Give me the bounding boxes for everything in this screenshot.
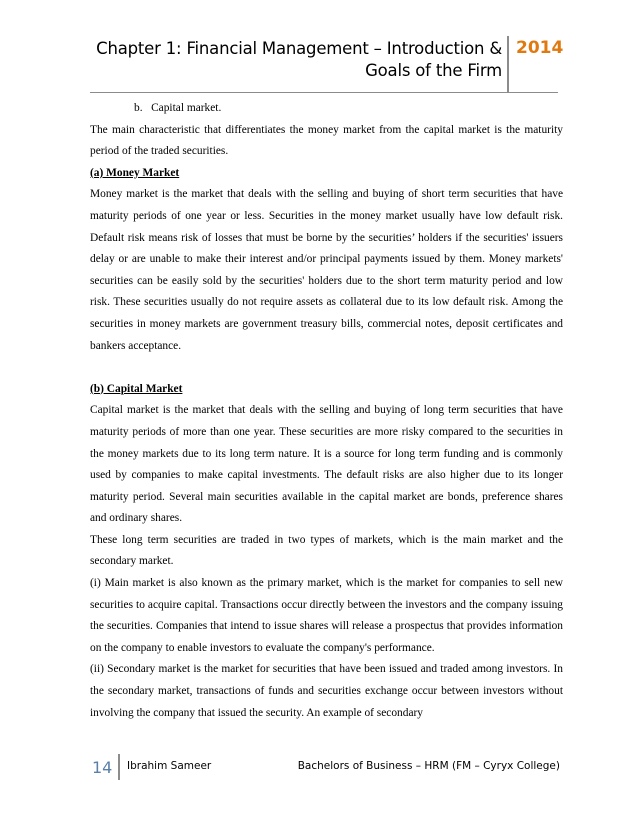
page-number: 14 [92, 758, 113, 777]
main-market-paragraph: (i) Main market is also known as the primary market, which is the market for companies to sell new securities to acquire capital. Transactions occur directly between the investors and the company issuing the securities. Companies that intend to issue shares will release a prospectus that provides information on the company to enable investors to evaluate the company's performance. [90, 577, 563, 654]
paragraph-gap [90, 357, 563, 379]
chapter-title-line2: Goals of the Firm [365, 61, 502, 80]
footer-divider [118, 754, 120, 780]
header-year: 2014 [516, 38, 564, 58]
capital-market-paragraph: Capital market is the market that deals with the selling and buying of long term securities that have maturity periods of more than one year. These securities are more risky compared to the securities in the money markets due to its long term nature. It is a source for long term funding and is commonly used by companies to make capital investments. The default risks are also higher due to its longer maturity period. Several main securities available in the capital market are bonds, preference shares and ordinary shares. [90, 404, 563, 525]
header-underline [90, 92, 558, 93]
document-body [90, 98, 563, 724]
chapter-title-line1: Chapter 1: Financial Management – Introduction & [96, 39, 502, 58]
secondary-market-paragraph: (ii) Secondary market is the market for securities that have been issued and traded among investors. In the secondary market, transactions of funds and securities exchange occur between investors without involving the company that issued the security. An example of secondary [90, 663, 563, 719]
page-header [0, 0, 638, 90]
two-markets-paragraph: These long term securities are traded in two types of markets, which is the main market and the secondary market. [90, 533, 563, 568]
page-footer [0, 754, 638, 784]
header-divider [507, 36, 509, 92]
chapter-title [82, 38, 502, 82]
intro-paragraph: The main characteristic that differentiates the money market from the capital market is the maturity period of the traded securities. [90, 123, 563, 158]
money-market-paragraph: Money market is the market that deals with the selling and buying of short term securities that have maturity periods of one year or less. Securities in the money market usually have low default risk. Default risk means risk of losses that must be borne by the securities’ holders if the securities' issuers delay or are unable to make their interest and/or principal payments issued by them. Money markets' securities can be easily sold by the securities' holders due to the short term maturity period and low risk. These securities usually do not require assets as collateral due to its low default risk. Among the securities in money markets are government treasury bills, commercial notes, deposit certificates and bankers acceptance. [90, 188, 563, 352]
capital-market-heading: (b) Capital Market [90, 382, 183, 395]
footer-author: Ibrahim Sameer [127, 760, 212, 772]
money-market-heading: (a) Money Market [90, 166, 180, 179]
footer-course: Bachelors of Business – HRM (FM – Cyryx College) [297, 760, 560, 772]
list-item-capital-market: b. Capital market. [134, 102, 222, 114]
